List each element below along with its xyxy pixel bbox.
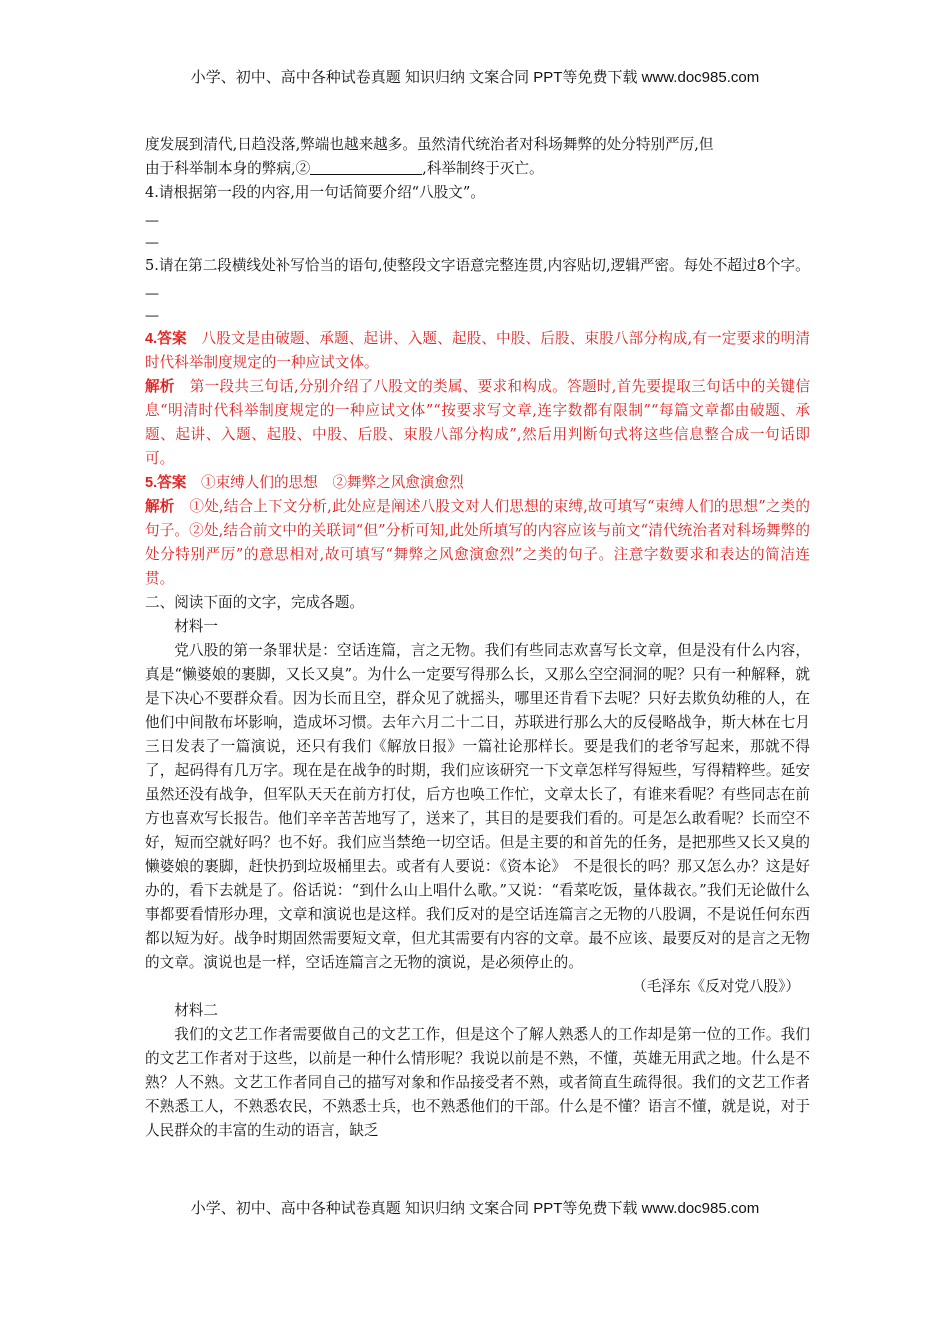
material-2-title: 材料二 bbox=[174, 1002, 218, 1019]
explanation-text: 第一段共三句话,分别介绍了八股文的类属、要求和构成。答题时,首先要提取三句话中的关键信息“明清时代科举制度规定的一种应试文体”“按要求写文章,连字数都有限制”“每篇文章都由破题、承题、起讲、入题、起股、中股、后股、束股八部分构成”,然后用判断句式将这些信息整合成一句话即可。 bbox=[145, 378, 810, 467]
answer-text: 八股文是由破题、承题、起讲、入题、起股、中股、后股、束股八部分构成,有一定要求的明清时代科举制度规定的一种应试文体。 bbox=[145, 330, 810, 371]
material-2-text: 我们的文艺工作者需要做自己的文艺工作，但是这个了解人熟悉人的工作却是第一位的工作。我们的文艺工作者对于这些，以前是一种什么情形呢？我说以前是不熟，不懂，英雄无用武之地。什么是不熟？人不熟。文艺工作者同自己的描写对象和作品接受者不熟，或者简直生疏得很。我们的文艺工作者不熟悉工人，不熟悉农民，不熟悉士兵，也不熟悉他们的干部。什么是不懂？语言不懂，就是说，对于人民群众的丰富的生动的语言，缺乏 bbox=[145, 1026, 810, 1139]
passage-text: 由于科举制本身的弊病,② bbox=[145, 160, 311, 177]
answer-5 bbox=[145, 471, 810, 495]
passage-text: ,科举制终于灭亡。 bbox=[422, 160, 544, 177]
page-content bbox=[145, 133, 810, 1143]
explanation-label: 解析 bbox=[145, 499, 175, 515]
answer-line: — bbox=[145, 235, 159, 251]
answer-text: ①束缚人们的思想 ②舞弊之风愈演愈烈 bbox=[200, 474, 464, 491]
page-header: 小学、初中、高中各种试卷真题 知识归纳 文案合同 PPT等免费下载 www.doc985.com bbox=[190, 69, 760, 86]
material-1-source: （毛泽东《反对党八股》） bbox=[632, 978, 800, 995]
passage-line: 度发展到清代,日趋没落,弊端也越来越多。虽然清代统治者对科场舞弊的处分特别严厉,但 bbox=[145, 136, 714, 153]
explanation-text: ①处,结合上下文分析,此处应是阐述八股文对人们思想的束缚,故可填写“束缚人们的思想”之类的句子。②处,结合前文中的关联词“但”分析可知,此处所填写的内容应该与前文“清代统治者对科场舞弊的处分特别严厉”的意思相对,故可填写“舞弊之风愈演愈烈”之类的句子。注意字数要求和表达的简洁连贯。 bbox=[145, 498, 810, 587]
answer-line: — bbox=[145, 213, 159, 229]
answer-label: 4.答案 bbox=[145, 331, 187, 347]
answer-line: — bbox=[145, 308, 159, 324]
question-5: 5.请在第二段横线处补写恰当的语句,使整段文字语意完整连贯,内容贴切,逻辑严密。每处不超过8个字。 bbox=[145, 257, 810, 274]
explanation-4 bbox=[145, 375, 810, 471]
page-footer: 小学、初中、高中各种试卷真题 知识归纳 文案合同 PPT等免费下载 www.doc985.com bbox=[190, 1200, 760, 1217]
explanation-5 bbox=[145, 495, 810, 591]
answer-label: 5.答案 bbox=[145, 475, 187, 491]
question-4: 4.请根据第一段的内容,用一句话简要介绍“八股文”。 bbox=[145, 184, 485, 201]
material-1-text: 党八股的第一条罪状是：空话连篇，言之无物。我们有些同志欢喜写长文章，但是没有什么内容，真是“懒婆娘的裹脚，又长又臭”。为什么一定要写得那么长，又那么空空洞洞的呢？只有一种解释，就是下决心不要群众看。因为长而且空，群众见了就摇头，哪里还肯看下去呢？只好去欺负幼稚的人，在他们中间散布坏影响，造成坏习惯。去年六月二十二日，苏联进行那么大的反侵略战争，斯大林在七月三日发表了一篇演说，还只有我们《解放日报》一篇社论那样长。要是我们的老爷写起来，那就不得了，起码得有几万字。现在是在战争的时期，我们应该研究一下文章怎样写得短些，写得精粹些。延安虽然还没有战争，但军队天天在前方打仗，后方也唤工作忙，文章太长了，有谁来看呢？有些同志在前方也喜欢写长报告。他们辛辛苦苦地写了，送来了，其目的是要我们看的。可是怎么敢看呢？长而空不好，短而空就好吗？也不好。我们应当禁绝一切空话。但是主要的和首先的任务，是把那些又长又臭的懒婆娘的裹脚，赶快扔到垃圾桶里去。或者有人要说：《资本论》 不是很长的吗？那又怎么办？这是好办的，看下去就是了。俗话说：“到什么山上唱什么歌。”又说：“看菜吃饭，量体裁衣。”我们无论做什么事都要看情形办理，文章和演说也是这样。我们反对的是空话连篇言之无物的八股调，不是说任何东西都以短为好。战争时期固然需要短文章，但尤其需要有内容的文章。最不应该、最要反对的是言之无物的文章。演说也是一样，空话连篇言之无物的演说，是必须停止的。 bbox=[145, 642, 810, 971]
answer-blank bbox=[310, 160, 422, 175]
explanation-label: 解析 bbox=[145, 379, 175, 395]
passage-line bbox=[145, 157, 810, 181]
material-1-title: 材料一 bbox=[174, 618, 218, 635]
answer-4 bbox=[145, 327, 810, 375]
section-heading: 二、阅读下面的文字，完成各题。 bbox=[145, 594, 364, 611]
answer-line: — bbox=[145, 286, 159, 302]
